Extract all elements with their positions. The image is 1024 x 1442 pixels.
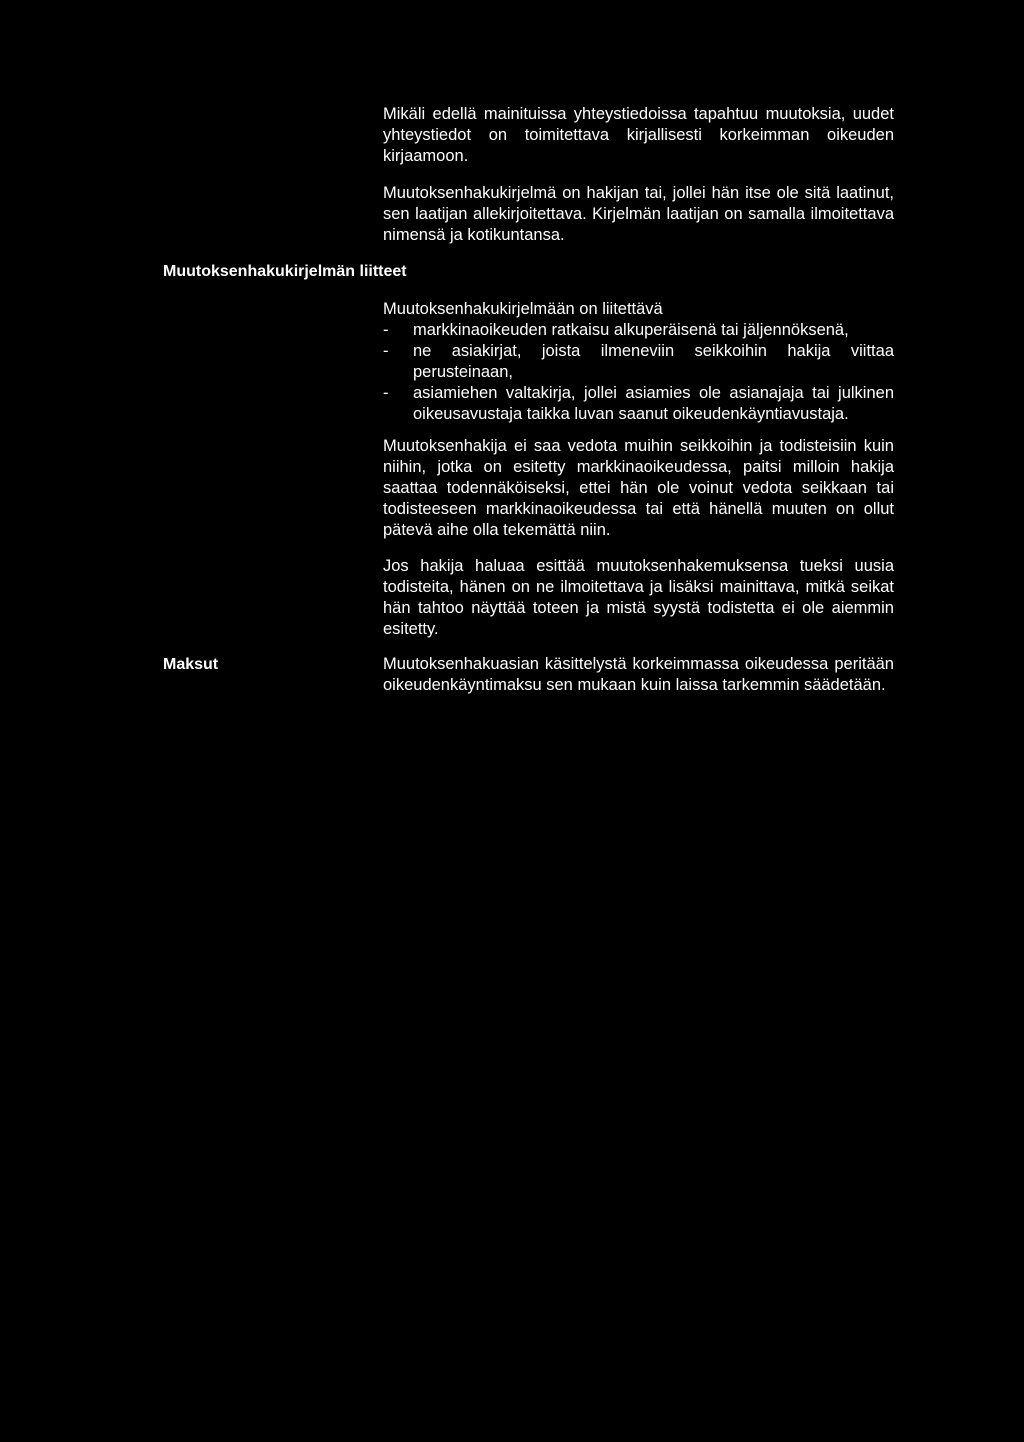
attachment-item [383, 320, 894, 341]
attachment-item [383, 383, 894, 425]
contact-change-paragraph: Mikäli edellä mainituissa yhteystiedoissa tapahtuu muutoksia, uudet yhteystiedot on toimitettava kirjallisesti korkeimman oikeuden kirjaamoon. [383, 105, 894, 165]
fees-paragraph: Muutoksenhakuasian käsittelystä korkeimmassa oikeudessa peritään oikeudenkäyntimaksu sen mukaan kuin laissa tarkemmin säädetään. [383, 655, 894, 694]
signature-section [383, 183, 894, 246]
attachment-item [383, 341, 894, 383]
signature-paragraph: Muutoksenhakukirjelmä on hakijan tai, jollei hän itse ole sitä laatinut, sen laatijan allekirjoitettava. Kirjelmän laatijan on samalla ilmoitettava nimensä ja kotikuntansa. [383, 184, 894, 244]
new-evidence-notice-section [383, 556, 894, 640]
attachments-section [383, 299, 894, 425]
new-evidence-rule-section [383, 436, 894, 541]
list-dash: - [383, 384, 389, 402]
attachments-heading: Muutoksenhakukirjelmän liitteet [163, 263, 407, 280]
fees-heading: Maksut [163, 656, 219, 673]
attachment-item-text: ne asiakirjat, joista ilmeneviin seikkoihin hakija viittaa perusteinaan, [413, 342, 894, 381]
fees-section [383, 654, 894, 696]
new-evidence-notice-paragraph: Jos hakija haluaa esittää muutoksenhakemuksensa tueksi uusia todisteita, hänen on ne ilmoitettava ja lisäksi mainittava, mitkä seikat hän tahtoo näyttää toteen ja mistä syystä todistetta ei ole aiemmin esitetty. [383, 557, 894, 638]
list-dash: - [383, 321, 389, 339]
list-dash: - [383, 342, 389, 360]
attachments-list [383, 320, 894, 425]
attachment-item-text: asiamiehen valtakirja, jollei asiamies ole asianajaja tai julkinen oikeusavustaja taikka luvan saanut oikeudenkäyntiavustaja. [413, 384, 894, 423]
attachment-item-text: markkinaoikeuden ratkaisu alkuperäisenä tai jäljennöksenä, [413, 321, 849, 339]
contact-change-section [383, 104, 894, 167]
attachments-intro: Muutoksenhakukirjelmään on liitettävä [383, 300, 663, 318]
new-evidence-rule-paragraph: Muutoksenhakija ei saa vedota muihin seikkoihin ja todisteisiin kuin niihin, jotka on esitetty markkinaoikeudessa, paitsi milloin hakija saattaa todennäköiseksi, ettei hän ole voinut vedota seikkaan tai todisteeseen markkinaoikeudessa tai että hänellä muuten on ollut pätevä aihe olla tekemättä niin. [383, 437, 894, 539]
